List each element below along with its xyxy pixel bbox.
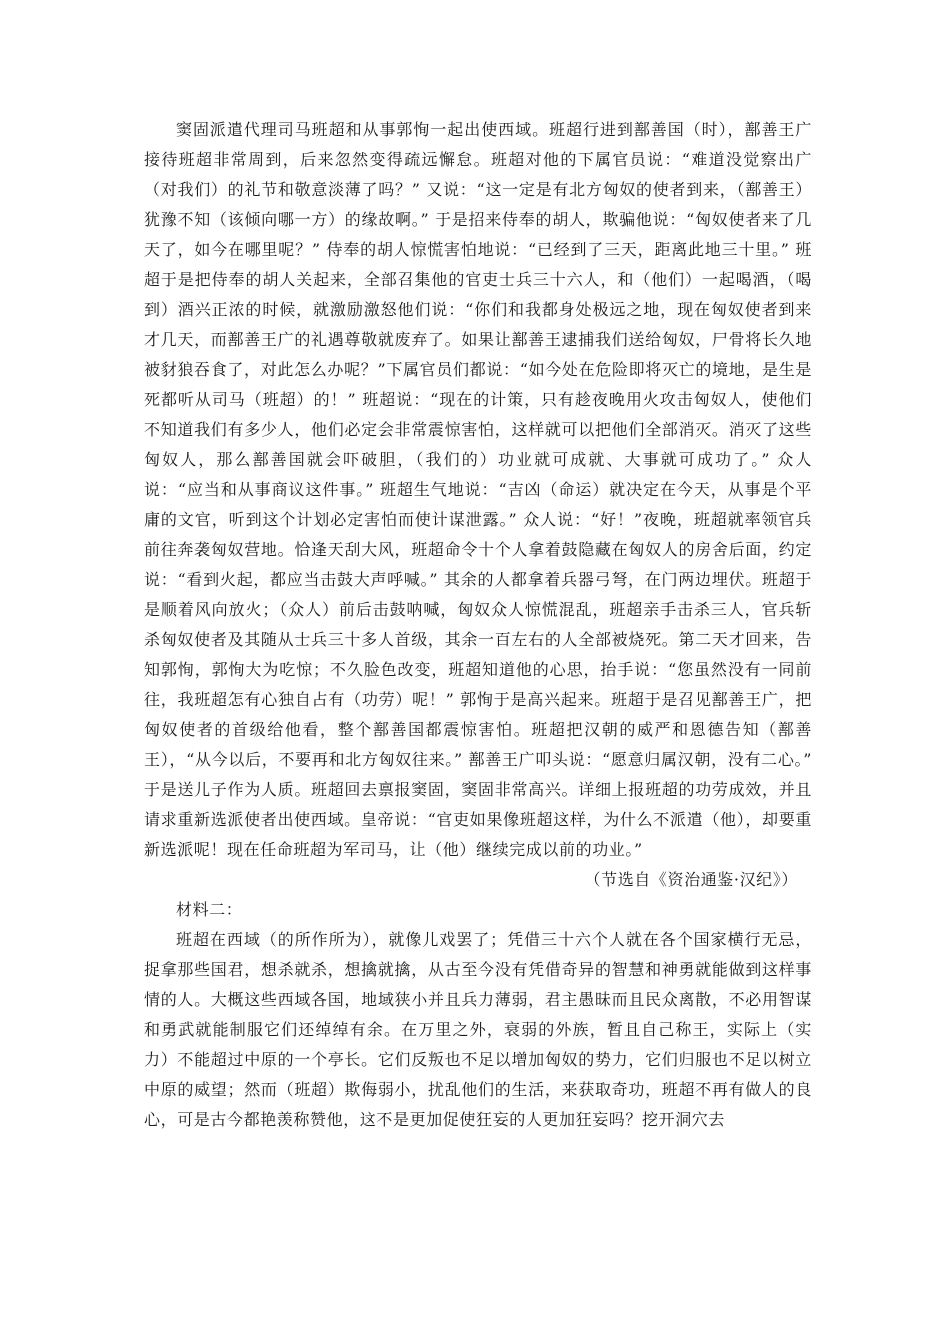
document-body [144, 115, 812, 1135]
material-one-paragraph: 窦固派遣代理司马班超和从事郭恂一起出使西域。班超行进到鄯善国（时），鄯善王广接待班超非常周到，后来忽然变得疏远懈怠。班超对他的下属官员说：“难道没觉察出广（对我们）的礼节和敬意淡薄了吗？” 又说：“这一定是有北方匈奴的使者到来，（鄯善王）犹豫不知（该倾向哪一方）的缘故啊。” 于是招来侍奉的胡人，欺骗他说：“匈奴使者来了几天了，如今在哪里呢？” 侍奉的胡人惊慌害怕地说：“已经到了三天，距离此地三十里。” 班超于是把侍奉的胡人关起来，全部召集他的官吏士兵三十六人，和（他们）一起喝酒，（喝到）酒兴正浓的时候，就激励激怒他们说：“你们和我都身处极远之地，现在匈奴使者到来才几天，而鄯善王广的礼遇尊敬就废弃了。如果让鄯善王逮捕我们送给匈奴，尸骨将长久地被豺狼吞食了，对此怎么办呢？”下属官员们都说：“如今处在危险即将灭亡的境地，是生是死都听从司马（班超）的！” 班超说：“现在的计策，只有趁夜晚用火攻击匈奴人，使他们不知道我们有多少人，他们必定会非常震惊害怕，这样就可以把他们全部消灭。消灭了这些匈奴人，那么鄯善国就会吓破胆，（我们的）功业就可成就、大事就可成功了。” 众人说：“应当和从事商议这件事。” 班超生气地说：“吉凶（命运）就决定在今天，从事是个平庸的文官，听到这个计划必定害怕而使计谋泄露。” 众人说：“好！”夜晚，班超就率领官兵前往奔袭匈奴营地。恰逢天刮大风，班超命令十个人拿着鼓隐藏在匈奴人的房舍后面，约定说：“看到火起，都应当击鼓大声呼喊。” 其余的人都拿着兵器弓弩，在门两边埋伏。班超于是顺着风向放火；（众人）前后击鼓呐喊，匈奴众人惊慌混乱，班超亲手击杀三人，官兵斩杀匈奴使者及其随从士兵三十多人首级，其余一百左右的人全部被烧死。第二天才回来，告知郭恂，郭恂大为吃惊；不久脸色改变，班超知道他的心思，抬手说：“您虽然没有一同前往，我班超怎有心独自占有（功劳）呢！” 郭恂于是高兴起来。班超于是召见鄯善王广，把匈奴使者的首级给他看，整个鄯善国都震惊害怕。班超把汉朝的威严和恩德告知（鄯善王），“从今以后，不要再和北方匈奴往来。” 鄯善王广叩头说：“愿意归属汉朝，没有二心。” 于是送儿子作为人质。班超回去禀报窦固，窦固非常高兴。详细上报班超的功劳成效，并且请求重新选派使者出使西域。皇帝说：“官吏如果像班超这样，为什么不派遣（他），却要重新选派呢！现在任命班超为军司马，让（他）继续完成以前的功业。” [144, 120, 812, 859]
material-one-source: （节选自《资治通鉴·汉纪》） [584, 870, 798, 889]
material-two-paragraph: 班超在西域（的所作所为），就像儿戏罢了；凭借三十六个人就在各个国家横行无忌，捉拿那些国君，想杀就杀，想擒就擒，从古至今没有凭借奇异的智慧和神勇就能做到这样事情的人。大概这些西域各国，地域狭小并且兵力薄弱，君主愚昧而且民众离散，不必用智谋和勇武就能制服它们还绰绰有余。在万里之外，衰弱的外族，暂且自己称王，实际上（实力）不能超过中原的一个亭长。它们反叛也不足以增加匈奴的势力，它们归服也不足以树立中原的威望；然而（班超）欺侮弱小，扰乱他们的生活，来获取奇功，班超不再有做人的良心，可是古今都艳羡称赞他，这不是更加促使狂妄的人更加狂妄吗？挖开洞穴去 [144, 930, 812, 1129]
material-two-heading: 材料二： [176, 900, 243, 919]
